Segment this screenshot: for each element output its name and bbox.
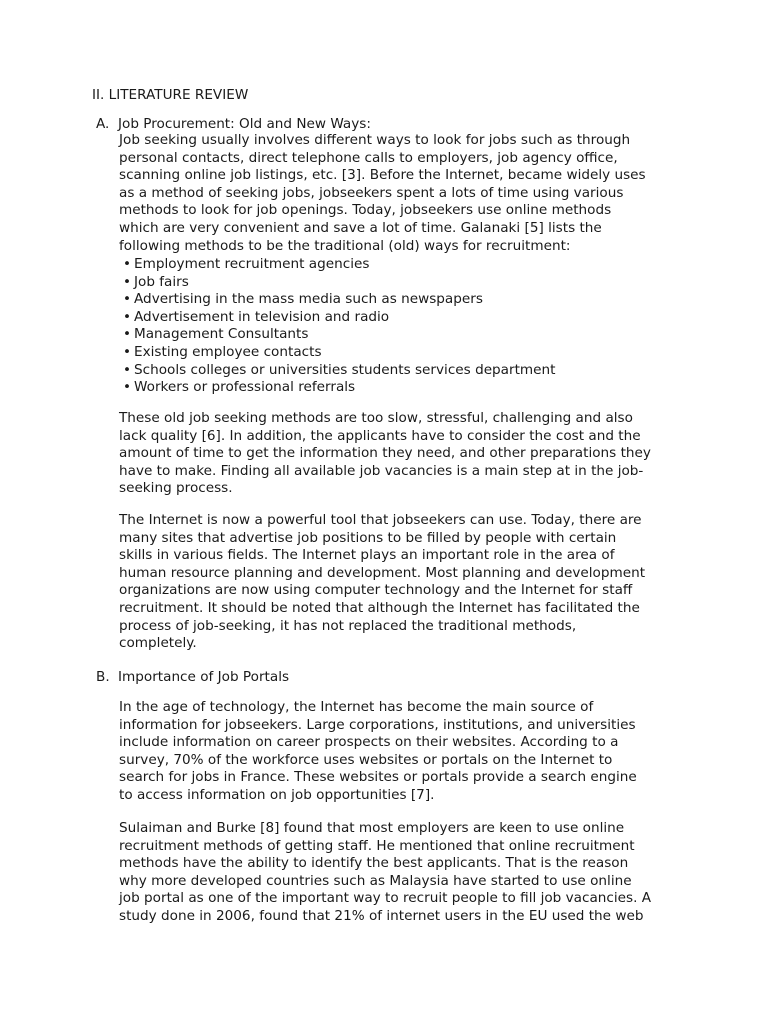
subsection-b-heading [96, 669, 289, 687]
list-item: • Advertising in the mass media such as newspapers [123, 291, 483, 308]
paragraph-line: study done in 2006, found that 21% of internet users in the EU used the web [119, 907, 644, 924]
paragraph-line: human resource planning and development. Most planning and development [119, 564, 646, 581]
bullet-icon: • [123, 326, 132, 343]
list-item: • Job fairs [123, 273, 189, 290]
paragraph-line: Sulaiman and Burke [8] found that most employers are keen to use online [119, 820, 625, 836]
subsection-a-heading [96, 116, 371, 134]
paragraph-line: following methods to be the traditional (old) ways for recruitment: [119, 237, 571, 254]
paragraph-line: many sites that advertise job positions to be filled by people with certain [119, 529, 617, 546]
list-item: • Advertisement in television and radio [123, 308, 390, 325]
paragraph-line: skills in various fields. The Internet plays an important role in the area of [119, 547, 615, 564]
bullet-icon: • [123, 291, 132, 308]
paragraph-line: recruitment. It should be noted that although the Internet has facilitated the [119, 599, 640, 616]
paragraph-line: process of job-seeking, it has not replaced the traditional methods, [119, 617, 577, 634]
list-item: • Workers or professional referrals [123, 379, 356, 396]
paragraph-line: Job seeking usually involves different ways to look for jobs such as through [119, 132, 631, 148]
paragraph-line: survey, 70% of the workforce uses websites or portals on the Internet to [119, 751, 613, 768]
list-item: • Management Consultants [123, 326, 309, 343]
paragraph-line: job portal as one of the important way to recruit people to fill job vacancies. A [119, 890, 652, 907]
paragraph-line: methods have the ability to identify the best applicants. That is the reason [119, 855, 629, 872]
paragraph-line: why more developed countries such as Malaysia have started to use online [119, 872, 632, 889]
paragraph-line: to access information on job opportunities [7]. [119, 786, 435, 803]
paragraph-line: These old job seeking methods are too slow, stressful, challenging and also [119, 410, 633, 426]
paragraph-line: scanning online job listings, etc. [3]. Before the Internet, became widely uses [119, 167, 646, 184]
paragraph-line: In the age of technology, the Internet has become the main source of [119, 699, 594, 715]
paragraph-line: information for jobseekers. Large corporations, institutions, and universities [119, 716, 636, 733]
bullet-icon: • [123, 361, 132, 378]
traditional-methods-list [123, 256, 556, 397]
paragraph-line: amount of time to get the information they need, and other preparations they [119, 445, 651, 462]
bullet-icon: • [123, 308, 132, 325]
subsection-a-letter: A. [96, 116, 110, 132]
paragraph-internet-tool [119, 512, 689, 653]
bullet-icon: • [123, 256, 132, 272]
paragraph-job-portals [119, 699, 689, 805]
list-item: • Schools colleges or universities students services department [123, 361, 556, 378]
paragraph-line: organizations are now using computer technology and the Internet for staff [119, 582, 633, 599]
paragraph-line: include information on career prospects on their websites. According to a [119, 734, 619, 751]
bullet-icon: • [123, 273, 132, 290]
section-heading: II. LITERATURE REVIEW [92, 87, 249, 103]
paragraph-job-seeking [119, 132, 689, 255]
paragraph-line: methods to look for job openings. Today, jobseekers use online methods [119, 202, 612, 219]
paragraph-line: lack quality [6]. In addition, the applicants have to consider the cost and the [119, 427, 641, 444]
list-item: • Existing employee contacts [123, 343, 322, 360]
list-item: • Employment recruitment agencies [123, 256, 370, 272]
paragraph-line: completely. [119, 635, 197, 652]
paragraph-line: recruitment methods of getting staff. He mentioned that online recruitment [119, 837, 635, 854]
paragraph-line: as a method of seeking jobs, jobseekers spent a lots of time using various [119, 184, 624, 201]
paragraph-line: which are very convenient and save a lot of time. Galanaki [5] lists the [119, 219, 602, 236]
bullet-icon: • [123, 343, 132, 360]
paragraph-line: search for jobs in France. These websites or portals provide a search engine [119, 769, 637, 786]
subsection-b-letter: B. [96, 669, 110, 685]
bullet-icon: • [123, 379, 132, 396]
paragraph-sulaiman-burke [119, 820, 689, 926]
paragraph-line: The Internet is now a powerful tool that jobseekers can use. Today, there are [119, 512, 642, 528]
paragraph-line: seeking process. [119, 480, 233, 497]
paragraph-line: personal contacts, direct telephone calls to employers, job agency office, [119, 149, 618, 166]
subsection-b-title: Importance of Job Portals [118, 669, 290, 685]
subsection-a-title: Job Procurement: Old and New Ways: [118, 116, 371, 132]
paragraph-old-methods [119, 410, 689, 498]
paragraph-line: have to make. Finding all available job vacancies is a main step at in the job- [119, 462, 644, 479]
